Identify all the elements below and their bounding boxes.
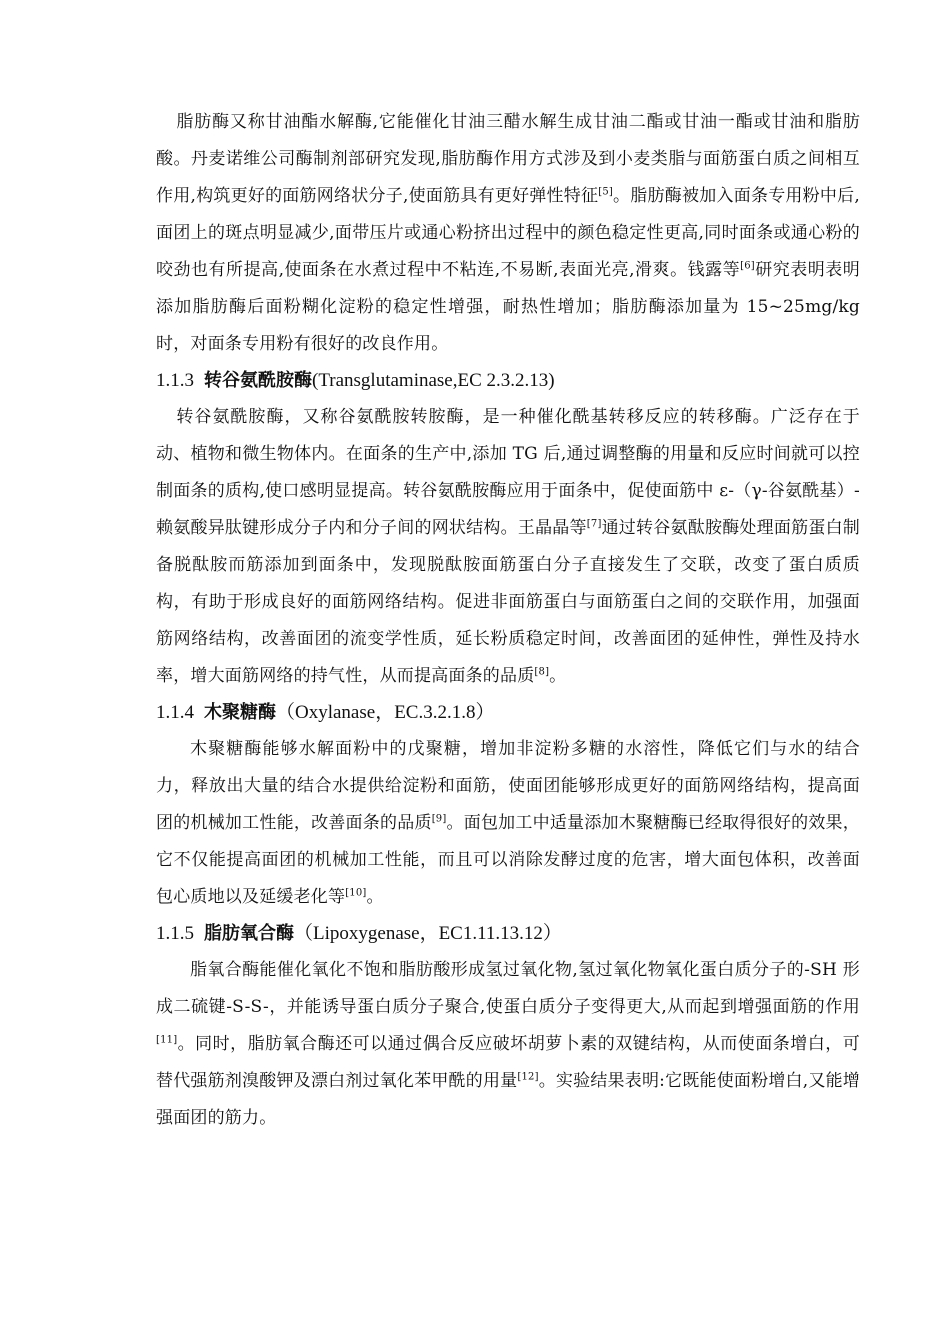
- citation-ref: [5]: [598, 186, 614, 198]
- section-title-cn: 木聚糖酶: [204, 702, 276, 723]
- paragraph-xylanase: [156, 731, 860, 916]
- citation-ref: [12]: [517, 1071, 539, 1083]
- citation-ref: [6]: [740, 260, 755, 272]
- paragraph-text: 。同时，脂肪氧合酶还可以通过偶合反应破坏胡萝卜素的双键结构，从而使面条增白，可替代强筋剂溴酸钾及漂白剂过氧化苯甲酰的用量: [156, 1034, 860, 1091]
- citation-ref: [9]: [431, 813, 447, 825]
- paragraph-text: 脂氧合酶能催化氧化不饱和脂肪酸形成氢过氧化物,氢过氧化物氧化蛋白质分子的-SH 形成二硫键-S-S-，并能诱导蛋白质分子聚合,使蛋白质分子变得更大,从而起到增强面筋的作用: [156, 960, 860, 1017]
- paragraph-text: 脂肪酶又称甘油酯水解酶,它能催化甘油三醋水解生成甘油二酯或甘油一酯或甘油和脂肪酸。丹麦诺维公司酶制剂部研究发现,脂肪酶作用方式涉及到小麦类脂与面筋蛋白质之间相互作用,构筑更好的面筋网络状分子,使面筋具有更好弹性特征: [156, 112, 860, 206]
- citation-ref: [10]: [345, 887, 367, 899]
- paragraph-text: 研究表明表明添加脂肪酶后面粉糊化淀粉的稳定性增强，耐热性增加；脂肪酶添加量为 15~25mg/kg 时，对面条专用粉有很好的改良作用。: [156, 260, 860, 354]
- paragraph-text: 木聚糖酶能够水解面粉中的戊聚糖，增加非淀粉多糖的水溶性，降低它们与水的结合力，释放出大量的结合水提供给淀粉和面筋，使面团能够形成更好的面筋网络结构，提高面团的机械加工性能，改善面条的品质: [156, 739, 860, 833]
- section-title-cn: 转谷氨酰胺酶: [204, 370, 312, 391]
- document-page: [156, 104, 860, 1137]
- section-number: 1.1.5: [156, 923, 194, 944]
- paragraph-text: 。: [549, 666, 567, 686]
- paragraph-text: 转谷氨酰胺酶，又称谷氨酰胺转胺酶，是一种催化酰基转移反应的转移酶。广泛存在于动、植物和微生物体内。在面条的生产中,添加 TG 后,通过调整酶的用量和反应时间就可以控制面条的质构,使口感明显提高。转谷氨酰胺酶应用于面条中，促使面筋中 ε-（γ-谷氨酰基）-赖氨酸异肽键形成分子内和分子间的网状结构。王晶晶等: [156, 407, 860, 538]
- paragraph-text: 。脂肪酶被加入面条专用粉中后,面团上的斑点明显减少,面带压片或通心粉挤出过程中的颜色稳定性更高,同时面条或通心粉的咬劲也有所提高,使面条在水煮过程中不粘连,不易断,表面光亮,滑爽。钱露等: [156, 186, 860, 280]
- paragraph-lipoxygenase: [156, 952, 860, 1137]
- section-number: 1.1.3: [156, 370, 194, 391]
- section-title-en: (Transglutaminase,EC 2.3.2.13): [312, 370, 555, 391]
- citation-ref: [7]: [586, 518, 602, 530]
- paragraph-lipase: [156, 104, 860, 363]
- section-heading-1-1-3: [156, 363, 860, 399]
- paragraph-transglutaminase: [156, 399, 860, 695]
- section-title-cn: 脂肪氧合酶: [204, 923, 294, 944]
- paragraph-text: 。: [366, 887, 384, 907]
- section-heading-1-1-4: [156, 695, 860, 731]
- paragraph-text: 。实验结果表明:它既能使面粉增白,又能增强面团的筋力。: [156, 1071, 860, 1128]
- citation-ref: [11]: [156, 1034, 178, 1046]
- section-title-en: （Lipoxygenase，EC1.11.13.12）: [294, 923, 562, 944]
- section-heading-1-1-5: [156, 916, 860, 952]
- paragraph-text: 。面包加工中适量添加木聚糖酶已经取得很好的效果，它不仅能提高面团的机械加工性能，而且可以消除发酵过度的危害，增大面包体积，改善面包心质地以及延缓老化等: [156, 813, 860, 907]
- citation-ref: [8]: [534, 666, 550, 678]
- section-title-en: （Oxylanase，EC.3.2.1.8）: [276, 702, 495, 723]
- paragraph-text: 通过转谷氨酞胺酶处理面筋蛋白制备脱酞胺而筋添加到面条中，发现脱酞胺面筋蛋白分子直接发生了交联，改变了蛋白质质构，有助于形成良好的面筋网络结构。促进非面筋蛋白与面筋蛋白之间的交联作用，加强面筋网络结构，改善面团的流变学性质，延长粉质稳定时间，改善面团的延伸性，弹性及持水率，增大面筋网络的持气性，从而提高面条的品质: [156, 518, 861, 686]
- section-number: 1.1.4: [156, 702, 194, 723]
